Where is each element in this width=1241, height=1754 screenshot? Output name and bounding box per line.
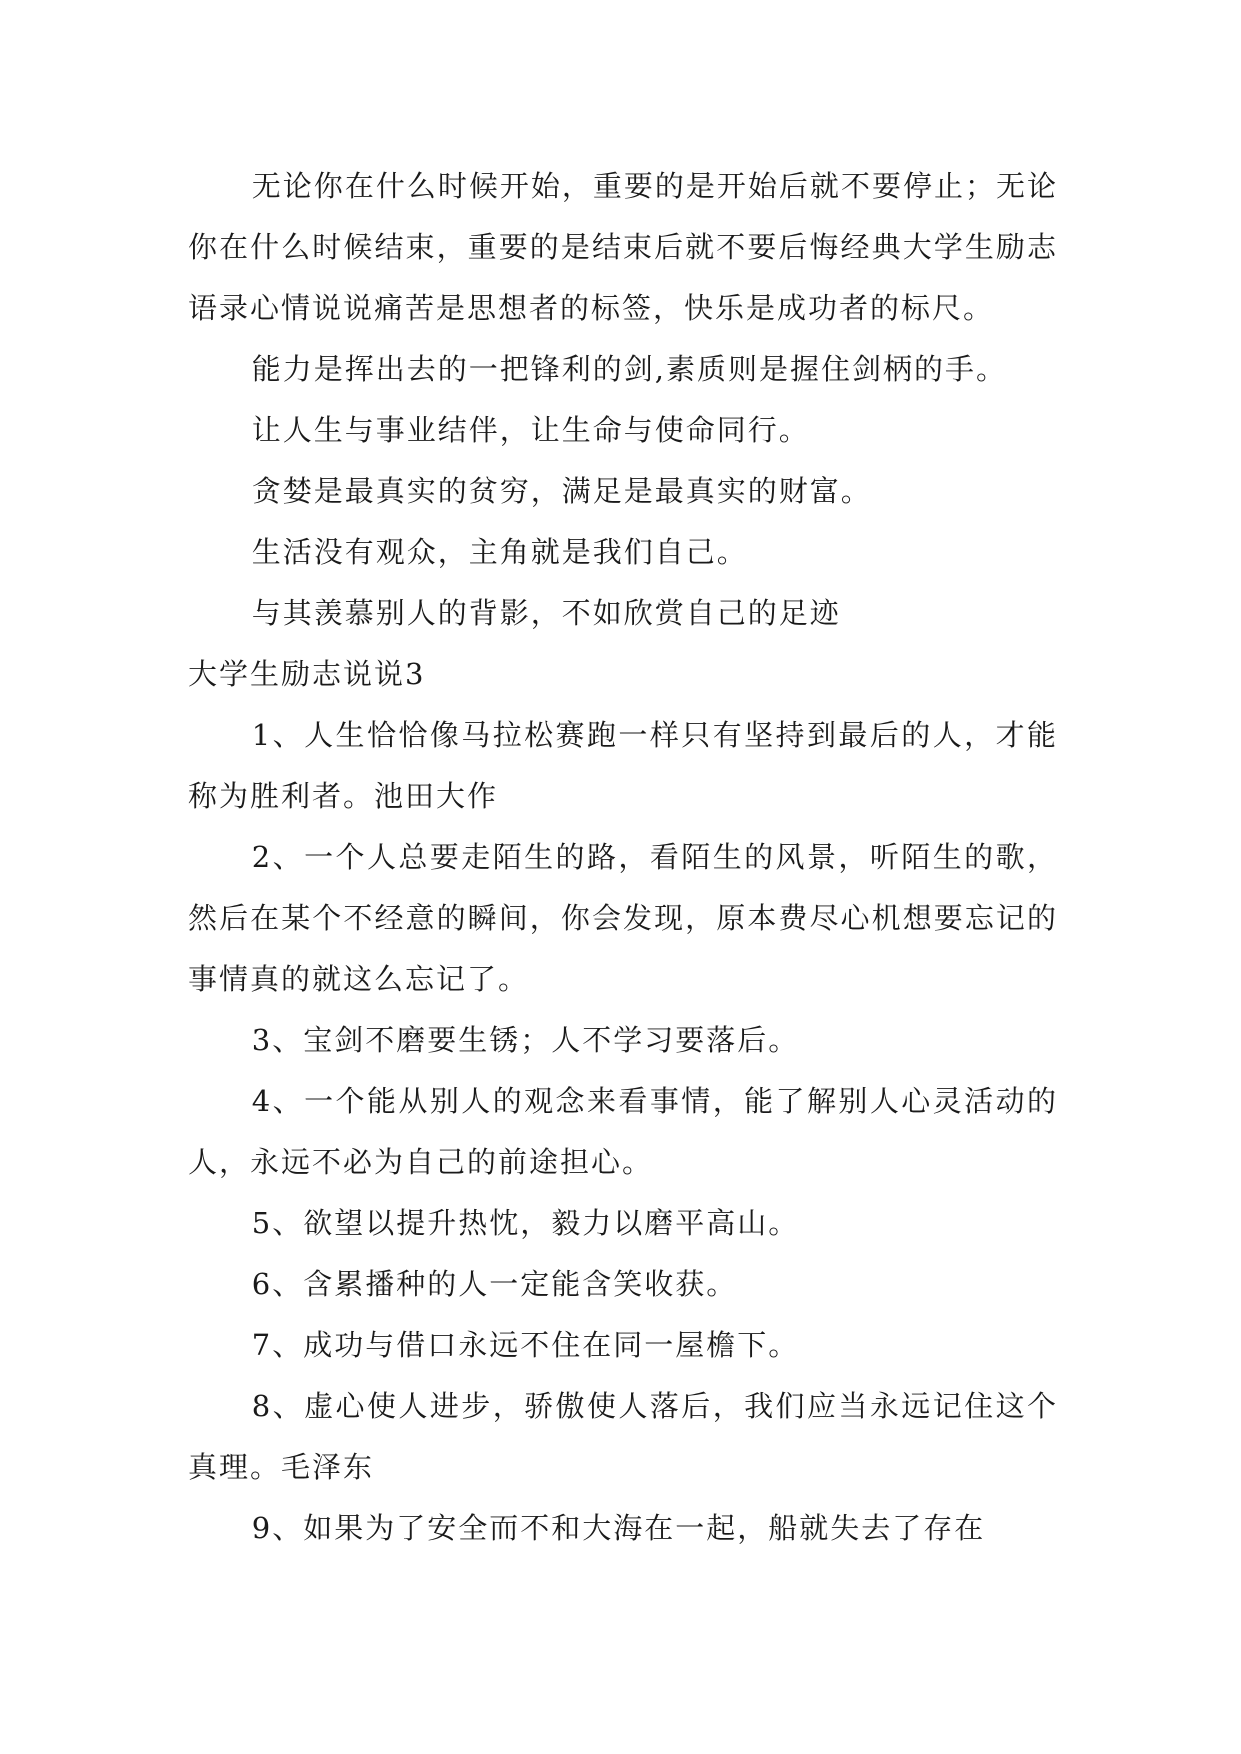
paragraph: 生活没有观众，主角就是我们自己。 [251, 535, 748, 569]
list-item: 7、成功与借口永远不住在同一屋檐下。 [251, 1328, 800, 1362]
list-item: 8、虚心使人进步，骄傲使人落后，我们应当永远记住这个真理。毛泽东 [188, 1389, 1058, 1484]
list-item: 4、一个能从别人的观念来看事情，能了解别人心灵活动的人，永远不必为自己的前途担心。 [188, 1084, 1058, 1179]
list-item: 9、如果为了安全而不和大海在一起，船就失去了存在 [251, 1511, 986, 1545]
paragraph: 能力是挥出去的一把锋利的剑,素质则是握住剑柄的手。 [251, 352, 1008, 386]
list-item: 5、欲望以提升热忱，毅力以磨平高山。 [251, 1206, 800, 1240]
paragraph: 与其羡慕别人的背影，不如欣赏自己的足迹 [251, 596, 841, 630]
paragraph: 无论你在什么时候开始，重要的是开始后就不要停止；无论你在什么时候结束，重要的是结束后就不要后悔经典大学生励志语录心情说说痛苦是思想者的标签，快乐是成功者的标尺。 [188, 169, 1058, 325]
list-item: 2、一个人总要走陌生的路，看陌生的风景，听陌生的歌，然后在某个不经意的瞬间，你会发现，原本费尽心机想要忘记的事情真的就这么忘记了。 [188, 840, 1058, 996]
document-body [188, 156, 1058, 1559]
section-heading: 大学生励志说说3 [188, 657, 426, 691]
list-item: 3、宝剑不磨要生锈；人不学习要落后。 [251, 1023, 800, 1057]
paragraph: 让人生与事业结伴，让生命与使命同行。 [251, 413, 810, 447]
paragraph: 贪婪是最真实的贫穷，满足是最真实的财富。 [251, 474, 872, 508]
list-item: 1、人生恰恰像马拉松赛跑一样只有坚持到最后的人，才能称为胜利者。池田大作 [188, 718, 1058, 813]
list-item: 6、含累播种的人一定能含笑收获。 [251, 1267, 738, 1301]
